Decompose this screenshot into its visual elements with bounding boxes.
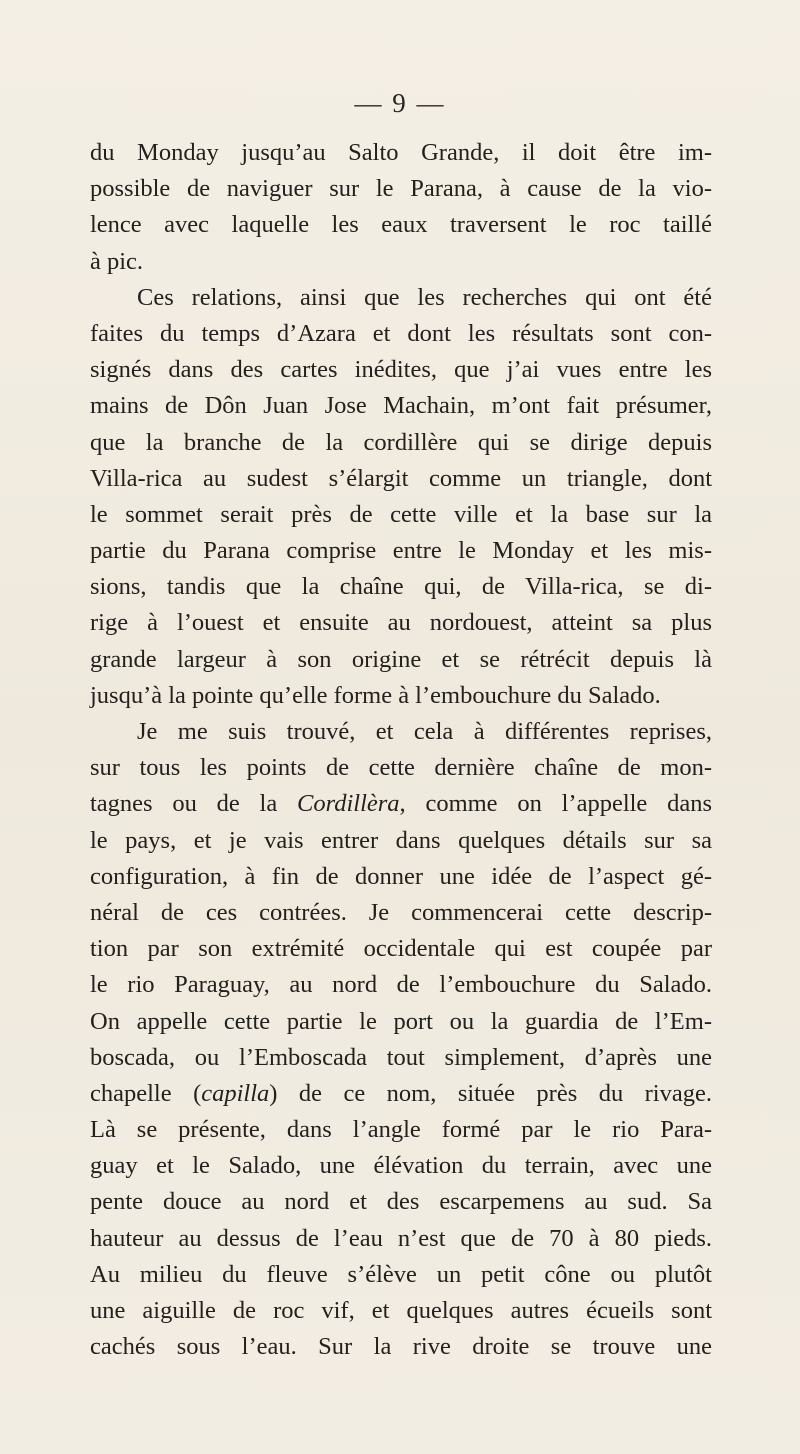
text-segment: ) de ce nom, située près du rivage.	[269, 1079, 712, 1107]
text-line: guay et le Salado, une élévation du terrain, avec une	[90, 1152, 712, 1180]
text-line: du Monday jusqu’au Salto Grande, il doit être im-	[90, 139, 712, 166]
text-segment: , comme on l’appelle dans	[399, 790, 712, 818]
text-line: partie du Parana comprise entre le Monday et les mis-	[90, 537, 712, 565]
text-line: le pays, et je vais entrer dans quelques détails sur sa	[90, 826, 712, 854]
text-line: pente douce au nord et des escarpemens au sud. Sa	[90, 1188, 712, 1216]
text-line: signés dans des cartes inédites, que j’ai vues entre les	[90, 356, 712, 384]
text-line: grande largeur à son origine et se rétrécit depuis là	[90, 645, 712, 673]
italic-term: capilla	[201, 1079, 270, 1107]
text-line: que la branche de la cordillère qui se dirige depuis	[90, 428, 712, 456]
text-line: rige à l’ouest et ensuite au nordouest, atteint sa plus	[90, 609, 712, 637]
text-line: faites du temps d’Azara et dont les résultats sont con-	[90, 319, 712, 347]
text-line: sur tous les points de cette dernière chaîne de mon-	[90, 754, 712, 782]
text-line: lence avec laquelle les eaux traversent le roc taillé	[90, 211, 712, 239]
text-line: possible de naviguer sur le Parana, à cause de la vio-	[90, 175, 712, 203]
text-line	[90, 786, 712, 822]
text-line: tion par son extrémité occidentale qui est coupée par	[90, 935, 712, 963]
text-line: hauteur au dessus de l’eau n’est que de 70 à 80 pieds.	[90, 1224, 712, 1252]
text-line: Villa-rica au sudest s’élargit comme un triangle, dont	[90, 464, 712, 492]
text-line: configuration, à fin de donner une idée de l’aspect gé-	[90, 862, 712, 890]
text-line: Au milieu du fleuve s’élève un petit cône ou plutôt	[90, 1260, 712, 1288]
text-line: mains de Dôn Juan Jose Machain, m’ont fait présumer,	[90, 392, 712, 420]
text-line: le sommet serait près de cette ville et la base sur la	[90, 500, 712, 528]
body-text	[90, 135, 712, 1365]
text-line: à pic.	[90, 247, 144, 275]
text-line: Là se présente, dans l’angle formé par le rio Para-	[90, 1116, 712, 1144]
text-segment: tagnes ou de la	[90, 790, 297, 818]
text-line: sions, tandis que la chaîne qui, de Villa-rica, se di-	[90, 573, 712, 601]
text-line: Ces relations, ainsi que les recherches qui ont été	[137, 283, 712, 311]
text-line: cachés sous l’eau. Sur la rive droite se trouve une	[90, 1333, 712, 1361]
text-line: néral de ces contrées. Je commencerai cette descrip-	[90, 898, 712, 926]
text-line: On appelle cette partie le port ou la guardia de l’Em-	[90, 1007, 712, 1035]
page-number: — 9 —	[354, 88, 446, 118]
text-line: boscada, ou l’Emboscada tout simplement, d’après une	[90, 1043, 712, 1071]
text-line: une aiguille de roc vif, et quelques autres écueils sont	[90, 1297, 712, 1324]
text-segment: chapelle (	[90, 1079, 202, 1107]
text-line: Je me suis trouvé, et cela à différentes reprises,	[137, 718, 712, 745]
text-line: jusqu’à la pointe qu’elle forme à l’embouchure du Salado.	[90, 681, 661, 709]
text-line: le rio Paraguay, au nord de l’embouchure du Salado.	[90, 971, 712, 999]
text-line	[90, 1076, 712, 1112]
italic-term: Cordillèra	[297, 790, 400, 818]
